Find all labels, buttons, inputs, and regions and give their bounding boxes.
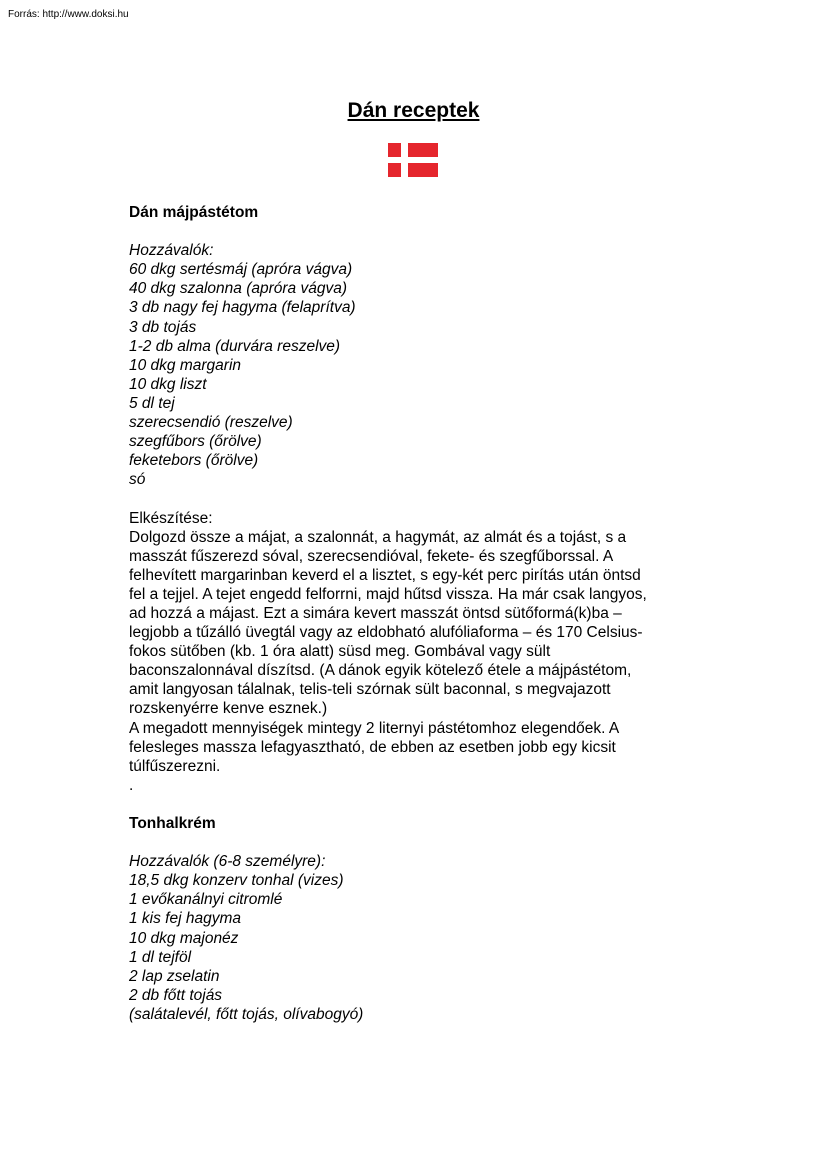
prep-line: amit langyosan tálalnak, telis-teli szórnak sült baconnal, s megvajazott	[129, 681, 611, 699]
ingredient-item: 2 db főtt tojás	[129, 986, 223, 1004]
ingredient-item: 40 dkg szalonna (apróra vágva)	[129, 280, 347, 298]
recipe-content	[129, 203, 729, 1024]
prep-line: baconszalonnával díszítsd. (A dánok egyik kötelező étele a májpástétom,	[129, 662, 632, 680]
prep-line: legjobb a tűzálló üvegtál vagy az eldobható alufóliaforma – és 170 Celsius-	[129, 624, 643, 642]
flag-cross-horizontal	[388, 157, 438, 163]
ingredient-item: szegfűbors (őrölve)	[129, 433, 262, 451]
prep-line: túlfűszerezni.	[129, 757, 221, 775]
page-title: Dán receptek	[347, 99, 480, 122]
source-url: Forrás: http://www.doksi.hu	[8, 9, 129, 20]
recipe2-ingredients-label: Hozzávalók (6-8 személyre):	[129, 853, 326, 871]
prep-line: A megadott mennyiségek mintegy 2 liternyi pástétomhoz elegendőek. A	[129, 719, 620, 737]
ingredient-item: 5 dl tej	[129, 394, 175, 412]
recipe1-ingredient-list	[129, 260, 729, 489]
ingredient-item: 60 dkg sertésmáj (apróra vágva)	[129, 261, 353, 279]
ingredient-item: 10 dkg margarin	[129, 356, 242, 374]
ingredient-item: 1 kis fej hagyma	[129, 910, 241, 928]
recipe1-prep-label: Elkészítése:	[129, 509, 213, 527]
prep-line: rozskenyérre kenve esznek.)	[129, 700, 328, 718]
recipe2-ingredient-list	[129, 871, 729, 1024]
ingredient-item: 1-2 db alma (durvára reszelve)	[129, 337, 341, 355]
ingredient-item: 10 dkg majonéz	[129, 929, 239, 947]
danish-flag-icon	[388, 143, 438, 177]
prep-line: fel a tejjel. A tejet engedd felforrni, majd hűtsd vissza. Ha már csak langyos,	[129, 585, 647, 603]
ingredient-item: 18,5 dkg konzerv tonhal (vizes)	[129, 872, 344, 890]
recipe1-ingredients-label: Hozzávalók:	[129, 242, 214, 260]
ingredient-item: 1 dl tejföl	[129, 948, 192, 966]
prep-line: Dolgozd össze a májat, a szalonnát, a hagymát, az almát és a tojást, s a	[129, 528, 627, 546]
ingredient-item: 3 db nagy fej hagyma (felaprítva)	[129, 299, 356, 317]
prep-line: felesleges massza lefagyasztható, de ebben az esetben jobb egy kicsit	[129, 738, 616, 756]
ingredient-item: só	[129, 471, 146, 489]
ingredient-item: 1 evőkanálnyi citromlé	[129, 891, 283, 909]
ingredient-item: feketebors (őrölve)	[129, 452, 259, 470]
recipe1-title: Dán májpástétom	[129, 204, 259, 221]
ingredient-item: (salátalevél, főtt tojás, olívabogyó)	[129, 1005, 364, 1023]
ingredient-item: 3 db tojás	[129, 318, 197, 336]
prep-line: masszát fűszerezd sóval, szerecsendióval, fekete- és szegfűborssal. A	[129, 547, 614, 565]
recipe2-title: Tonhalkrém	[129, 815, 216, 832]
prep-line: .	[129, 776, 134, 794]
ingredient-item: 10 dkg liszt	[129, 375, 207, 393]
prep-line: fokos sütőben (kb. 1 óra alatt) süsd meg. Gombával vagy sült	[129, 643, 551, 661]
prep-line: felhevített margarinban keverd el a lisztet, s egy-két perc pirítás után öntsd	[129, 566, 641, 584]
recipe1-preparation	[129, 528, 729, 795]
ingredient-item: szerecsendió (reszelve)	[129, 414, 293, 432]
ingredient-item: 2 lap zselatin	[129, 967, 220, 985]
prep-line: ad hozzá a májast. Ezt a simára kevert masszát öntsd sütőformá(k)ba –	[129, 604, 622, 622]
